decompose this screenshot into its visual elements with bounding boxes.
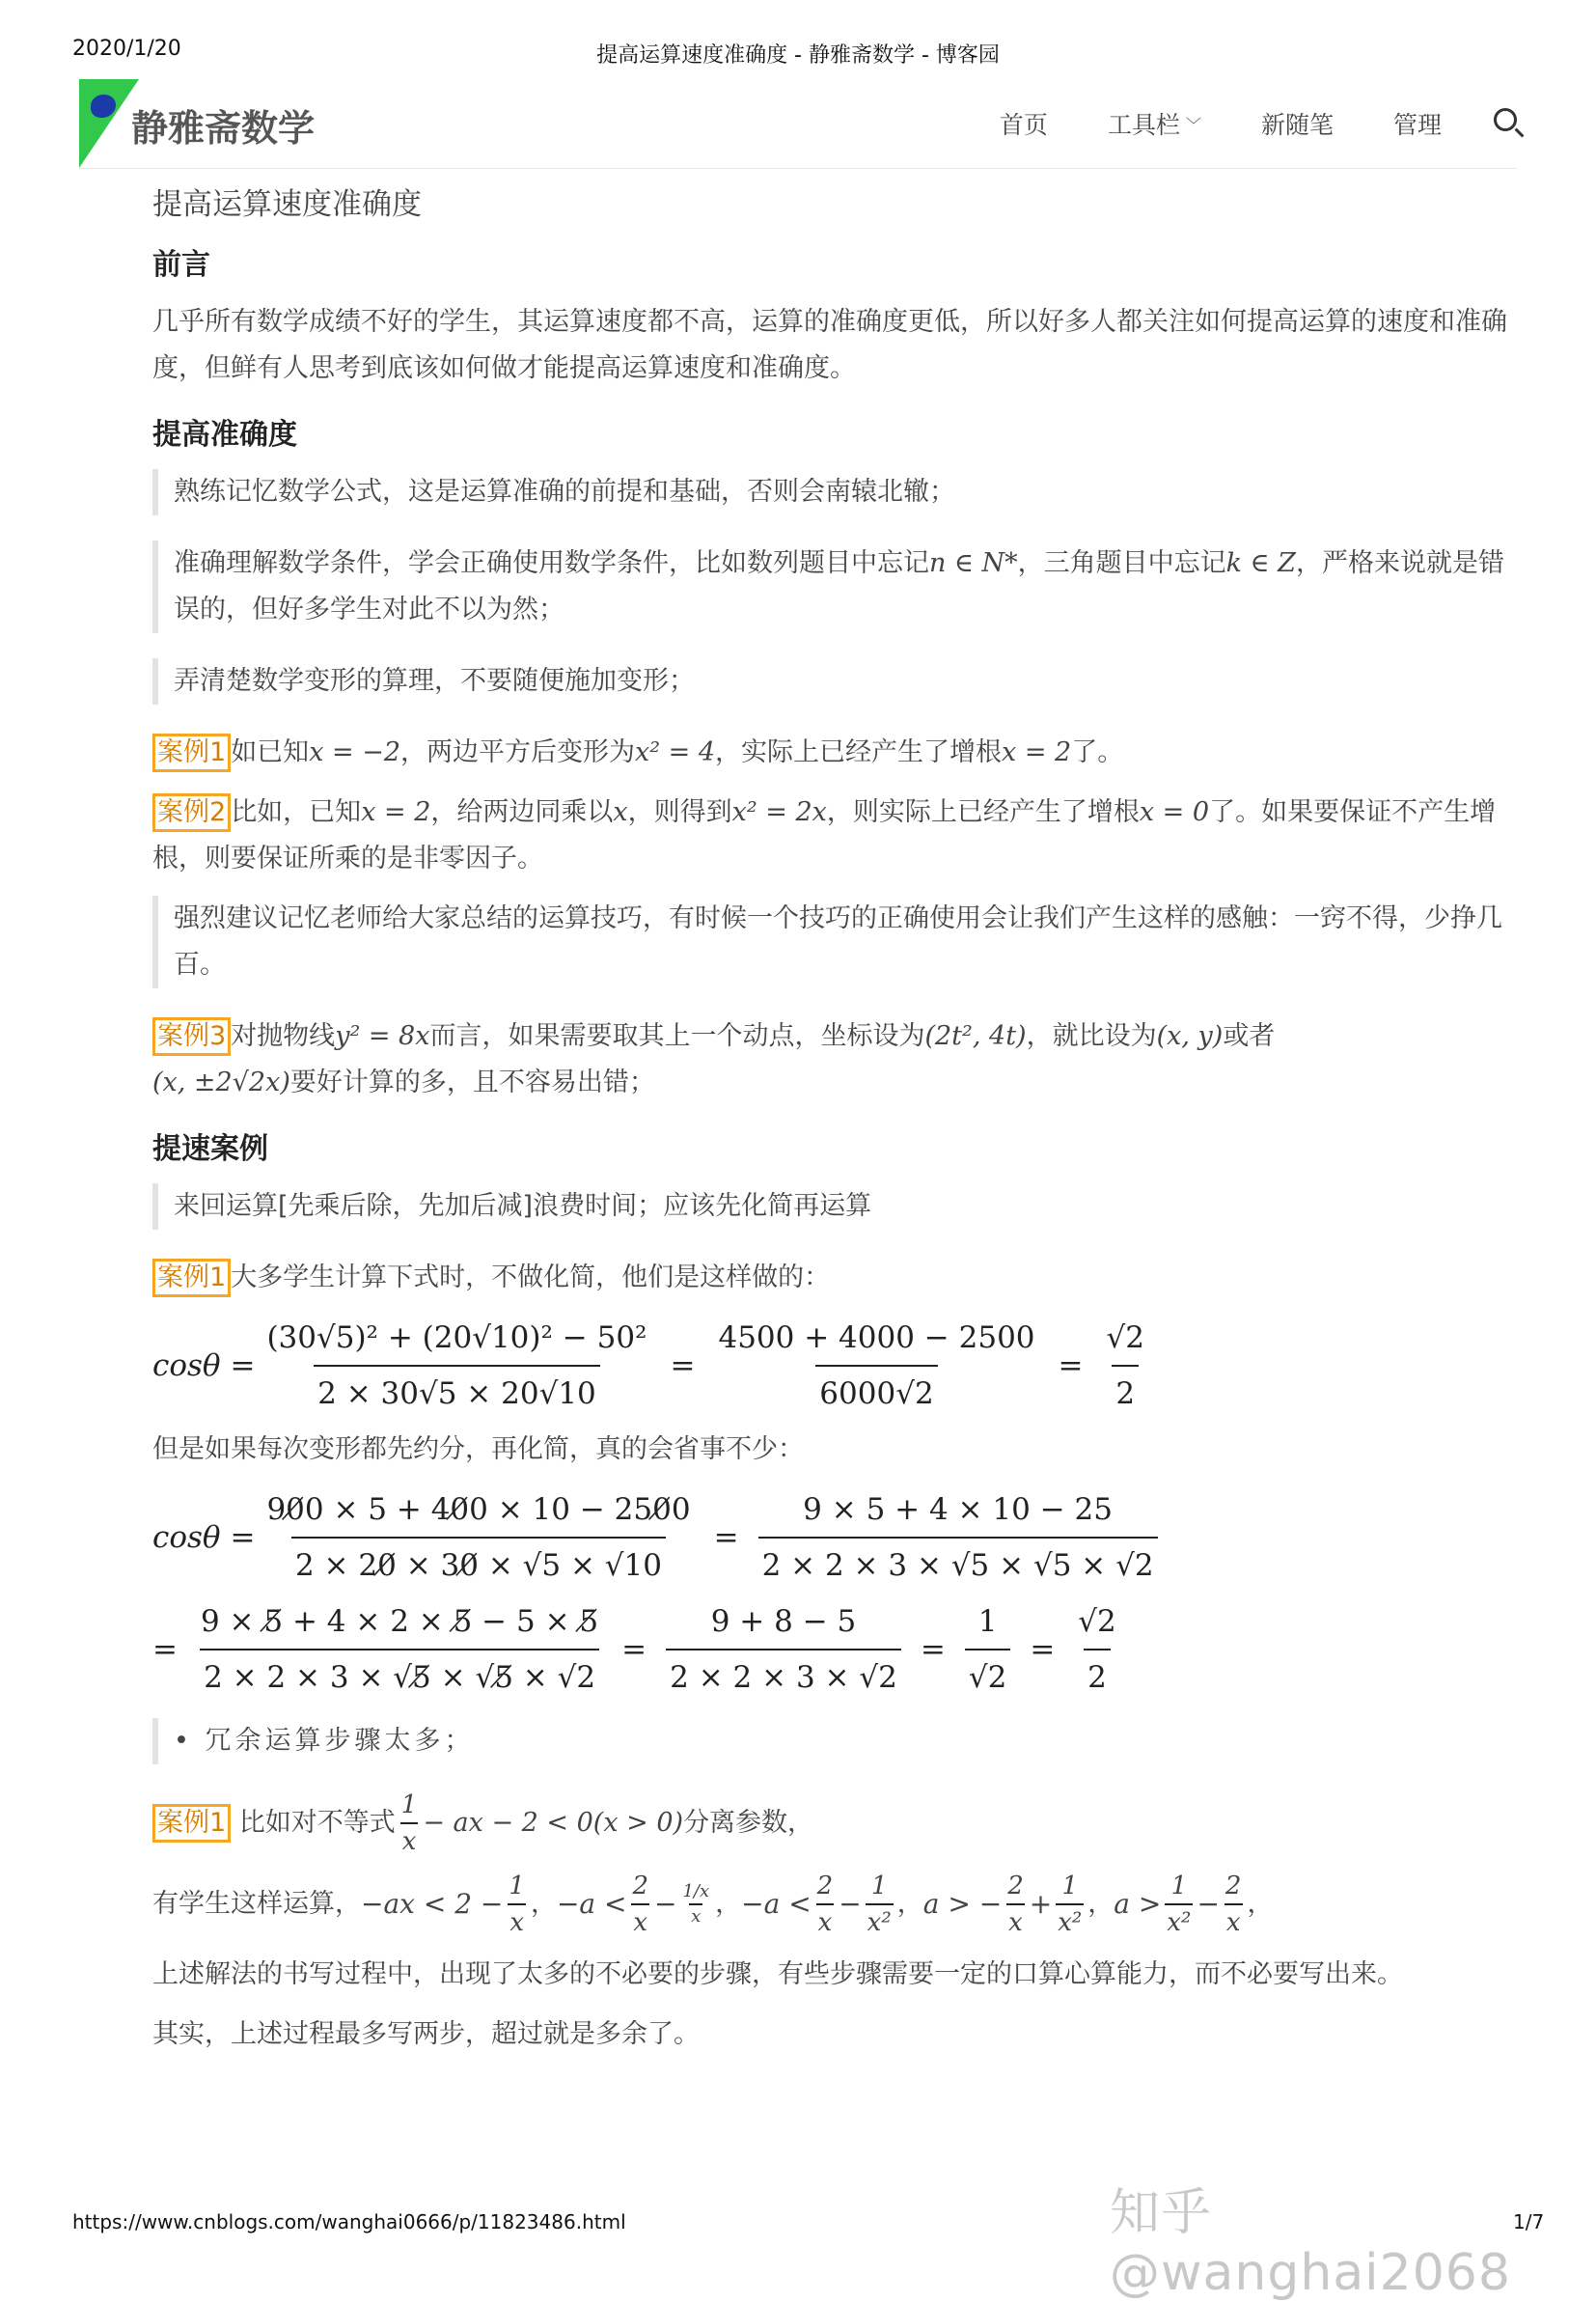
fraction [262,1315,650,1417]
math: x² = 4 [635,737,716,767]
operator: = [1030,1632,1056,1667]
eq-lhs: cosθ = [152,1520,256,1555]
fraction [507,1871,527,1938]
text: 了。如果要保证不产生增根，则要保证所乘的是非零因子。 [152,797,1497,874]
denominator: 2 × 30√5 × 20√10 [314,1365,600,1417]
text: 如已知 [231,737,310,767]
denominator: x² [866,1903,894,1938]
eq-lhs: cosθ = [152,1348,256,1383]
math: n ∈ N* [929,548,1018,578]
denominator: 2 × 2 × 3 × √2 [666,1649,901,1701]
denominator: √2 [965,1649,1010,1701]
case-paragraph [152,730,1518,776]
blockquote: 强烈建议记忆老师给大家总结的运算技巧，有时候一个技巧的正确使用会让我们产生这样的感触：一窍不得，少挣几百。 [152,896,1518,988]
step [361,1871,531,1938]
numerator: √2 [1106,1320,1144,1355]
numerator: 2 [1225,1872,1242,1900]
math: x [613,797,628,827]
separator: ， [896,1889,923,1919]
text: ，则实际上已经产生了增根 [826,797,1140,827]
navbar [79,79,1517,169]
text: 大多学生计算下式时，不做化简，他们是这样做的： [231,1262,831,1292]
fraction [1165,1871,1193,1938]
text: 分离参数， [683,1808,814,1838]
text: ，实际上已经产生了增根 [715,737,1003,767]
denominator: 2 [1084,1649,1111,1701]
fraction [815,1871,836,1938]
case-tag: 案例2 [152,793,231,832]
math: y² = 8x [335,1021,430,1051]
nav-new-post[interactable]: 新随笔 [1260,111,1334,139]
heading-speed: 提速案例 [152,1132,268,1166]
denominator: x [1225,1903,1243,1938]
text: 而言，如果需要取其上一个动点，坐标设为 [429,1021,925,1051]
denominator: 2 × 2 × 3 × √5 × √5 × √2 [758,1537,1158,1589]
numerator: 4500 + 4000 − 2500 [718,1320,1035,1355]
nav-manage[interactable]: 管理 [1392,111,1442,139]
nav-tools-label: 工具栏 [1107,111,1180,139]
numerator: 2 [1007,1872,1024,1900]
operator: − [654,1888,677,1920]
post-body [152,183,1518,2071]
separator: ， [1247,1889,1274,1919]
text: 了。 [1071,737,1124,767]
text: 有学生这样运算， [152,1889,361,1919]
math: −a < [741,1888,812,1920]
text: ，严格来说就是错误的，但好多学生对此不以为然； [174,548,1504,624]
operator: = [713,1520,739,1555]
numerator: √2 [1078,1604,1116,1639]
equation-2 [152,1486,1518,1589]
numerator: 2 [632,1872,648,1900]
denominator: x [689,1903,702,1927]
preface-paragraph: 几乎所有数学成绩不好的学生，其运算速度都不高，运算的准确度更低，所以好多人都关注如何提高运算的速度和准确度，但鲜有人思考到底该如何做才能提高运算速度和准确度。 [152,307,1507,383]
case-paragraph [152,1013,1518,1106]
case-tag: 案例1 [152,734,231,772]
math: (x, y) [1156,1021,1224,1051]
print-header [0,37,1596,75]
text: 准确理解数学条件，学会正确使用数学条件，比如数列题目中忘记 [174,548,929,578]
step [923,1871,1088,1938]
denominator: 2 × 20̸ × 30̸ × √5 × √10 [291,1537,666,1589]
math: −a < [556,1888,627,1920]
steps-paragraph [152,1871,1518,1938]
fraction [197,1598,602,1701]
fraction [680,1882,711,1927]
fraction [1103,1315,1148,1417]
blockquote [152,1718,1518,1764]
math: a > − [922,1888,1003,1920]
page-number: 1/7 [1513,2210,1545,2233]
logo-triangle-icon [79,79,139,168]
conclusion-paragraph: 上述解法的书写过程中，出现了太多的不必要的步骤，有些步骤需要一定的口算心算能力，而不必要写出来。 [152,1959,1403,1989]
text: 对抛物线 [231,1021,336,1051]
numerator: 1 [1170,1872,1188,1900]
operator: = [152,1632,178,1667]
case-paragraph [152,1255,1518,1301]
text: 比如对不等式 [238,1808,396,1838]
math: (x, ±2√2x) [152,1068,290,1097]
heading-preface: 前言 [152,248,210,282]
math: x = 2 [1002,737,1072,767]
numerator: 1 [870,1872,888,1900]
text: 或者 [1223,1021,1276,1051]
text: ，给两边同乘以 [430,797,614,827]
numerator: 9 × 5̸ + 4 × 2 × 5̸ − 5 × 5̸ [200,1604,599,1639]
equation-1 [152,1315,1518,1417]
denominator: x [508,1903,526,1938]
denominator: x [1006,1903,1025,1938]
search-icon[interactable] [1494,108,1517,131]
case-tag: 案例1 [152,1259,231,1297]
denominator: 2 × 2 × 3 × √5̸ × √5̸ × √2 [200,1649,599,1701]
numerator: 1 [400,1790,418,1819]
step [1114,1871,1247,1938]
numerator: 1 [977,1604,998,1639]
nav-home[interactable]: 首页 [999,111,1048,139]
watermark: 知乎 @wanghai2068 [1110,2184,1511,2302]
text: ，就比设为 [1026,1021,1157,1051]
math: k ∈ Z [1225,548,1296,578]
blockquote: 熟练记忆数学公式，这是运算准确的前提和基础，否则会南辕北辙； [152,469,1518,515]
conclusion-paragraph: 其实，上述过程最多写两步，超过就是多余了。 [152,2019,700,2049]
numerator: 1 [1061,1872,1079,1900]
chevron-down-icon: ﹀ [1185,115,1201,134]
numerator: 90̸0 × 5 + 40̸0 × 10 − 250̸0 [266,1492,691,1527]
math: x = 2 [361,797,431,827]
equation-3 [152,1598,1518,1701]
heading-accuracy: 提高准确度 [152,418,297,452]
fraction [714,1315,1038,1417]
case-paragraph [152,790,1518,882]
operator: − [1197,1888,1220,1920]
denominator: x² [1165,1903,1193,1938]
case-tag: 案例3 [152,1017,231,1056]
fraction [262,1486,694,1589]
numerator: 1 [509,1872,525,1900]
operator: − [839,1888,862,1920]
blockquote [152,541,1518,633]
text: ，两边平方后变形为 [400,737,636,767]
numerator: (30√5)² + (20√10)² − 50² [266,1320,647,1355]
math: − ax − 2 < 0(x > 0) [423,1808,684,1838]
numerator: 9 + 8 − 5 [710,1604,857,1639]
denominator: x [631,1903,649,1938]
print-date: 2020/1/20 [72,37,181,61]
denominator: x² [1056,1903,1084,1938]
fraction [399,1789,420,1857]
paragraph: 但是如果每次变形都先约分，再化简，真的会省事不少： [152,1434,804,1464]
bullet-text: • 冗余运算步骤太多； [174,1726,475,1756]
operator: + [1029,1888,1053,1920]
text: 要好计算的多，且不容易出错； [289,1068,655,1097]
math: (2t², 4t) [924,1021,1027,1051]
nav-tools[interactable] [1108,106,1201,141]
operator: = [670,1348,696,1383]
numerator: 9 × 5 + 4 × 10 − 25 [803,1492,1113,1527]
fraction [666,1598,901,1701]
blockquote: 弄清楚数学变形的算理，不要随便施加变形； [152,658,1518,705]
operator: = [1058,1348,1084,1383]
fraction [1224,1871,1244,1938]
math: a > [1114,1888,1162,1920]
fraction [866,1871,894,1938]
text: ，则得到 [627,797,732,827]
numerator: 1/x [682,1881,710,1901]
operator: = [621,1632,647,1667]
blockquote: 来回运算[先乘后除，先加后减]浪费时间；应该先化简再运算 [152,1183,1518,1230]
fraction [758,1486,1158,1589]
case-tag: 案例1 [152,1804,231,1843]
denominator: x [816,1903,835,1938]
step [741,1871,897,1938]
step [557,1871,715,1938]
separator: ， [530,1889,557,1919]
print-title: 提高运算速度准确度 - 静雅斋数学 - 博客园 [596,43,1000,68]
nav-menu [940,106,1517,141]
numerator: 2 [816,1872,834,1900]
fraction [965,1598,1010,1701]
denominator: x [400,1822,419,1857]
separator: ， [1087,1889,1114,1919]
text: 比如，已知 [231,797,362,827]
case-paragraph [152,1789,1518,1857]
text: ，三角题目中忘记 [1017,548,1226,578]
fraction [1005,1871,1026,1938]
denominator: 6000√2 [815,1365,937,1417]
math: x² = 2x [731,797,827,827]
site-logo[interactable]: 静雅斋数学 [131,107,316,150]
fraction [630,1871,650,1938]
fraction [1074,1598,1119,1701]
post-title[interactable]: 提高运算速度准确度 [152,187,422,222]
math: x = −2 [309,737,401,767]
math: −ax < 2 − [361,1888,504,1920]
print-url: https://www.cnblogs.com/wanghai0666/p/11823486.html [72,2210,626,2233]
denominator: 2 [1112,1365,1139,1417]
operator: = [920,1632,946,1667]
math: x = 0 [1139,797,1210,827]
separator: ， [715,1889,742,1919]
fraction [1056,1871,1084,1938]
